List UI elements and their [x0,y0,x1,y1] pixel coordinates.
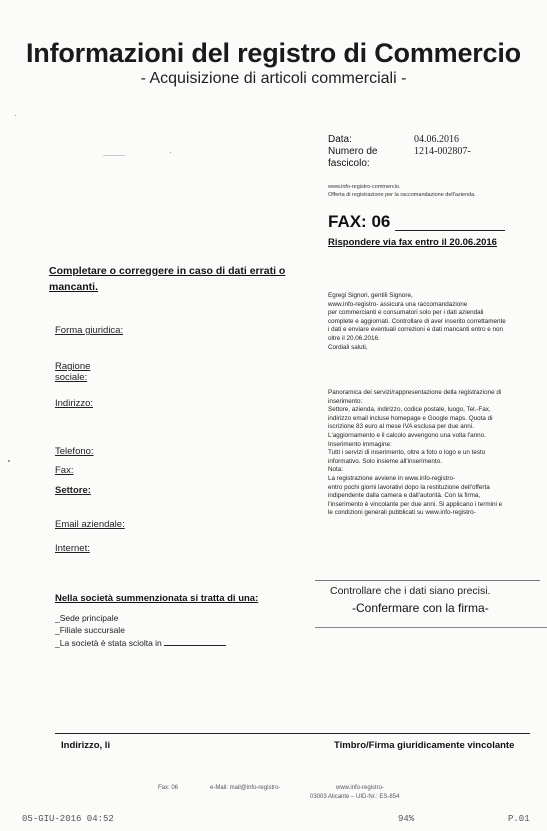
fax-page-number: P.01 [508,814,530,824]
services-overview-paragraph [328,389,538,518]
greeting-line: per commercianti e consumatori solo per i dati aziendali [328,309,484,317]
overview-line: l'inserimento è vincolante per due anni. Si applicano i termini e [328,500,503,508]
scan-speck [15,115,16,116]
signature-place-date: Indirizzo, li [61,740,111,751]
option-societa-sciolta [55,637,226,648]
confirm-signature-text: -Confermare con la firma- [352,601,489,615]
field-fax: Fax: [55,465,74,476]
greeting-line: complete e aggiornati. Controllare di aver inserito correttamente [328,317,506,325]
footer-email: e-Mail: mail@info-registro- [210,785,281,791]
overview-line: Panoramica dei servizi/rappresentazione della registrazione di [328,389,502,396]
scan-speck [8,460,10,462]
small-print-line-2: Offerta di registrazione per la raccomandazione dell'azienda. [328,192,476,198]
greeting-line: Egregi Signori, gentili Signore, [328,292,413,299]
check-data-text: Controllare che i dati siano precisi. [330,585,491,597]
field-telefono: Telefono: [55,446,94,457]
overview-line: iscrizione 83 euro al mese IVA esclusa per due anni. [328,423,474,431]
scan-speck [103,155,125,156]
overview-line: indirizzo email incluse homepage e Google maps. Quota di [328,414,493,422]
file-number-label: Numero de [328,146,378,157]
footer-fax: Fax: 06 [158,785,179,791]
date-label: Data: [328,134,352,145]
field-settore: Settore: [55,485,91,496]
dissolution-date-blank [164,637,226,646]
file-number-label-2: fascicolo: [328,158,370,169]
field-internet: Internet: [55,543,90,554]
overview-line: inserimento: [328,397,363,405]
overview-line: La registrazione avviene in www.info-registro- [328,474,456,482]
signature-line [55,733,530,734]
field-ragione-sociale: Ragione sociale: [55,361,91,383]
complete-or-correct-heading: Completare o correggere in caso di dati errati o mancanti. [49,265,286,293]
overview-line: le condizioni generali pubblicati su www.info-registro- [328,509,476,517]
greeting-line: oltre il 20.06.2016. [328,334,380,342]
option-filiale-succursale: _Filiale succursale [55,625,125,635]
overview-line: Inserimento immagine: [328,440,392,448]
overview-line: informativo. Solo insieme all'inserimento. [328,457,442,465]
overview-line: L'aggiornamento e il calcolo avvengono una volta l'anno. [328,431,486,439]
confirm-box-top-border [315,580,540,581]
overview-line: Settore, azienda, indirizzo, codice postale, luogo, Tel.-Fax, [328,406,491,414]
field-email-aziendale: Email aziendale: [55,519,125,530]
overview-line: entro pochi giorni lavorativi dopo la restituzione dell'offerta [328,483,490,491]
footer-web: www.info-registro- [336,785,385,791]
overview-line: Nota: [328,466,344,474]
overview-line: Tutti i servizi di inserimento, oltre a foto o logo e un testo [328,449,486,457]
field-indirizzo: Indirizzo: [55,398,94,409]
greeting-line: Cordiali saluti, [328,343,368,351]
document-subtitle: - Acquisizione di articoli commerciali - [140,70,407,87]
overview-line: indipendente dalla camera e dall'autorità. Con la firma, [328,492,481,500]
reply-deadline: Rispondere via fax entro il 20.06.2016 [328,237,497,248]
signature-stamp-label: Timbro/Firma giuridicamente vincolante [334,740,515,751]
footer-address: 03003 Alicante – UID-Nr.: ES-854 [310,794,400,800]
fax-transmission-datetime: 05-GIU-2016 04:52 [22,814,114,824]
small-print-line-1: www.info-registro-commercio. [328,184,401,190]
option-societa-sciolta-label: _La società è stata sciolta in [55,638,162,648]
greeting-paragraph [328,292,538,352]
field-forma-giuridica: Forma giuridica: [55,325,124,336]
confirm-box-bottom-border [315,627,547,628]
greeting-line: www.info-registro- assicura una raccomandazione [328,300,468,308]
option-sede-principale: _Sede principale [55,613,119,623]
fax-number-underline [395,230,505,231]
scan-speck [170,152,171,153]
file-number-value: 1214-002807- [414,146,471,157]
greeting-line: i dati e enviare eventuali correzioni e dati mancanti entro e non [328,326,504,334]
fax-transmission-quality: 94% [398,814,415,824]
date-value: 04.06.2016 [414,134,459,145]
company-nature-heading: Nella società summenzionata si tratta di una: [55,593,259,604]
fax-number-heading: FAX: 06 [328,212,391,231]
document-title: Informazioni del registro di Commercio [26,38,521,68]
